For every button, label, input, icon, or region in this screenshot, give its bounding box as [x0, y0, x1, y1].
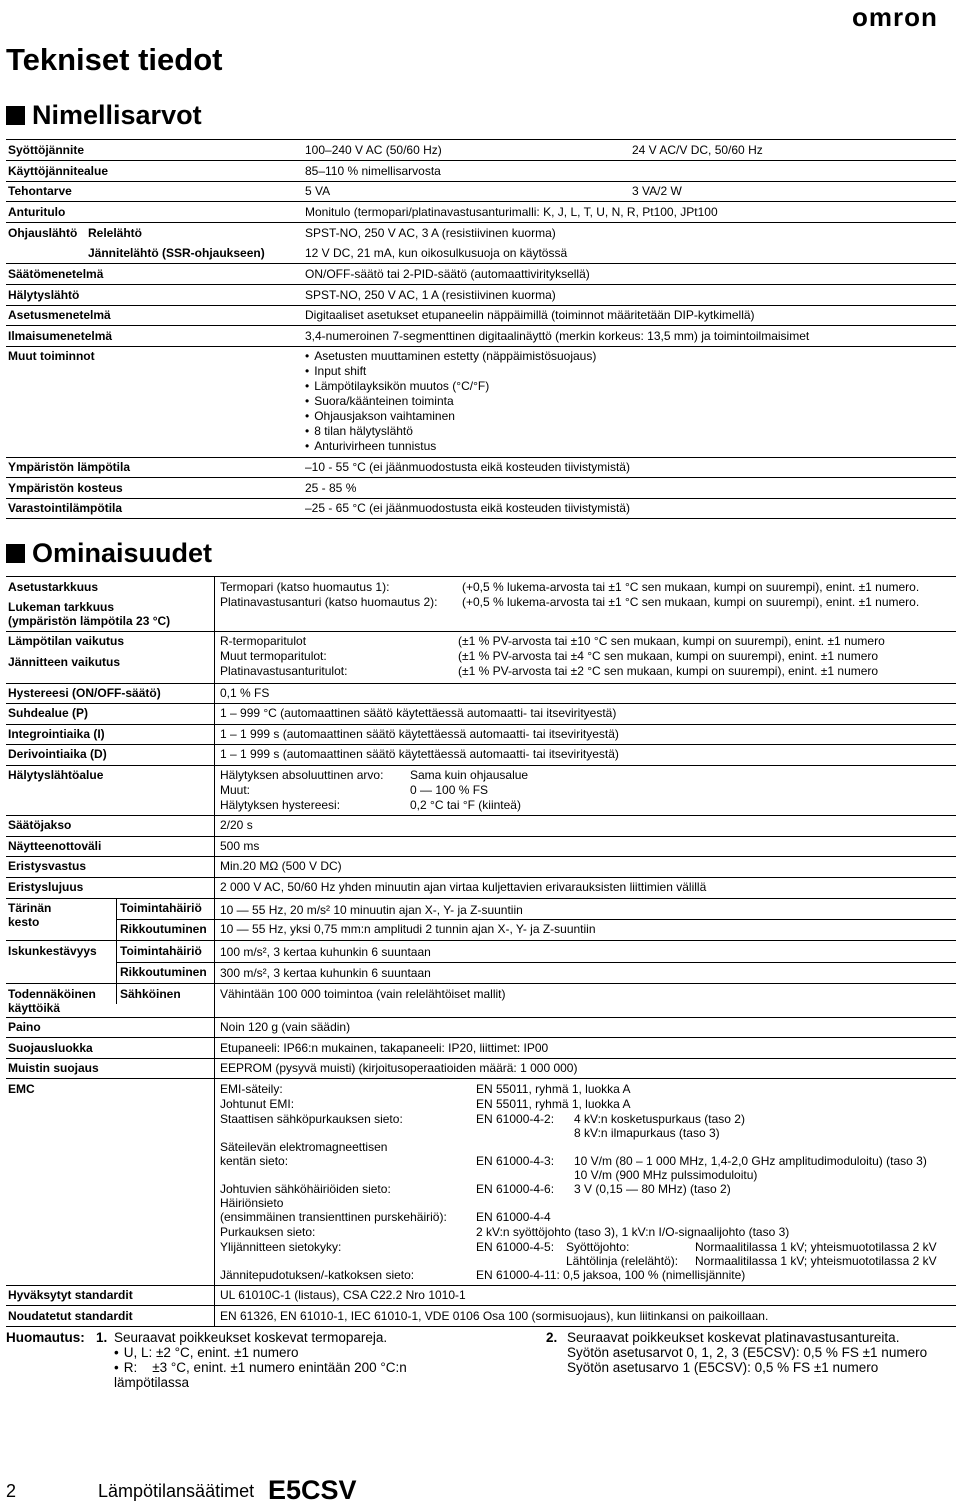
note-number: 1. [96, 1330, 108, 1345]
emc-item: Johtunut EMI: [220, 1097, 295, 1111]
spec-label: Ympäristön lämpötila [8, 460, 131, 474]
spec-value: (+0,5 % lukema-arvosta tai ±1 °C sen mukaan, kumpi on suurempi), enint. ±1 numero. [462, 595, 920, 609]
spec-label: Integrointiaika (I) [8, 727, 105, 741]
spec-value: Monitulo (termopari/platinavastusanturimalli: K, J, L, T, U, N, R, Pt100, JPt100 [305, 205, 718, 219]
emc-value: EN 61000-4-4 [476, 1210, 551, 1224]
note-bullet: • U, L: ±2 °C, enint. ±1 numero [114, 1345, 299, 1360]
spec-value: Termopari (katso huomautus 1): [220, 580, 390, 594]
spec-value: 500 ms [220, 839, 260, 853]
spec-label: Tärinän [8, 901, 52, 915]
emc-item: (ensimmäinen transienttinen purskehäiriö): [220, 1210, 447, 1224]
spec-sublabel: Toimintahäiriö [120, 944, 202, 958]
note-text: lämpötilassa [114, 1375, 190, 1390]
spec-value: EEPROM (pysyvä muisti) (kirjoitusoperaatioiden määrä: 1 000 000) [220, 1061, 578, 1075]
spec-label: Säätömenetelmä [8, 267, 104, 281]
spec-label: Suojausluokka [8, 1041, 93, 1055]
emc-value: Lähtölinja (relelähtö): [566, 1254, 679, 1268]
spec-label: Syöttöjännite [8, 143, 85, 157]
spec-value: UL 61010C-1 (listaus), CSA C22.2 Nro 1010-1 [220, 1288, 466, 1302]
spec-value: Platinavastusanturitulot: [220, 664, 348, 678]
emc-value: EN 61000-4-3: [476, 1154, 555, 1168]
spec-sublabel: Rikkoutuminen [120, 922, 207, 936]
spec-sublabel: Sähköinen [120, 987, 181, 1001]
spec-value: 85–110 % nimellisarvosta [305, 164, 441, 178]
spec-label: Hälytyslähtö [8, 288, 80, 302]
list-item: • Asetusten muuttaminen estetty (näppäimistösuojaus) [305, 349, 596, 364]
spec-value: 3,4-numeroinen 7-segmenttinen digitaalinäyttö (merkin korkeus: 13,5 mm) ja toimintoilmaisimet [305, 329, 810, 343]
spec-value: 1 – 1 999 s (automaattinen säätö käytettäessä automaatti- tai itsevirityestä) [220, 747, 619, 761]
footer-text: Lämpötilansäätimet [98, 1481, 255, 1501]
emc-value: Normaalitilassa 1 kV; yhteismuototilassa 2 kV [695, 1254, 937, 1268]
spec-value: Muut termoparitulot: [220, 649, 327, 663]
spec-value: 5 VA [305, 184, 331, 198]
section-heading-ominaisuudet [6, 538, 212, 569]
note-bullet: • R: ±3 °C, enint. ±1 numero enintään 200 °C:n [114, 1360, 407, 1375]
spec-sublabel: Toimintahäiriö [120, 901, 202, 915]
spec-value: –10 - 55 °C (ei jäänmuodostusta eikä kosteuden tiivistymistä) [305, 460, 630, 474]
spec-value: ON/OFF-säätö tai 2-PID-säätö (automaattivirityksellä) [305, 267, 590, 281]
spec-label: Hyväksytyt standardit [8, 1288, 133, 1302]
emc-item: Staattisen sähköpurkauksen sieto: [220, 1112, 403, 1126]
emc-item: Säteilevän elektromagneettisen [220, 1140, 388, 1154]
spec-label: Todennäköinen [8, 987, 96, 1001]
emc-value: EN 55011, ryhmä 1, luokka A [476, 1097, 631, 1111]
emc-item: Häiriönsieto [220, 1196, 284, 1210]
spec-label: Muut toiminnot [8, 349, 95, 363]
spec-value: EN 61326, EN 61010-1, IEC 61010-1, VDE 0106 Osa 100 (sormisuojaus), kun liitinkansi on paikoillaan. [220, 1309, 769, 1323]
spec-value: Min.20 MΩ (500 V DC) [220, 859, 342, 873]
spec-value: 10 — 55 Hz, yksi 0,75 mm:n amplitudi 2 tunnin ajan X-, Y- ja Z-suuntiin [220, 922, 596, 936]
spec-sublabel: Rikkoutuminen [120, 965, 207, 979]
spec-label: Säätöjakso [8, 818, 72, 832]
section-title: Ominaisuudet [32, 538, 213, 568]
note-number: 2. [546, 1330, 558, 1345]
spec-value: 0,2 °C tai °F (kiinteä) [410, 798, 521, 812]
list-item: • Input shift [305, 364, 366, 379]
spec-value: 0,1 % FS [220, 686, 270, 700]
spec-label: kesto [8, 915, 40, 929]
spec-value: (+0,5 % lukema-arvosta tai ±1 °C sen mukaan, kumpi on suurempi), enint. ±1 numero. [462, 580, 920, 594]
spec-label: EMC [8, 1082, 35, 1096]
spec-label: Derivointiaika (D) [8, 747, 107, 761]
spec-value: Noin 120 g (vain säädin) [220, 1020, 351, 1034]
spec-label: käyttöikä [8, 1001, 61, 1015]
page-number: 2 [6, 1481, 17, 1501]
emc-value: 10 V/m (900 MHz pulssimoduloitu) [574, 1168, 758, 1182]
emc-item: Ylijännitteen sietokyky: [220, 1240, 342, 1254]
spec-value: 2 000 V AC, 50/60 Hz yhden minuutin ajan virtaa kuljettavien erivarauksisten liittimien välillä [220, 880, 707, 894]
spec-value: SPST-NO, 250 V AC, 3 A (resistiivinen kuorma) [305, 226, 556, 240]
spec-value: 100 m/s², 3 kertaa kuhunkin 6 suuntaan [220, 945, 431, 959]
spec-value: Sama kuin ohjausalue [410, 768, 529, 782]
spec-value: 0 — 100 % FS [410, 783, 489, 797]
spec-value: 1 – 1 999 s (automaattinen säätö käytettäessä automaatti- tai itsevirityestä) [220, 727, 619, 741]
spec-label: Muistin suojaus [8, 1061, 99, 1075]
emc-item: Jännitepudotuksen/-katkoksen sieto: [220, 1268, 415, 1282]
spec-label: Jännitteen vaikutus [8, 655, 121, 669]
spec-label: Noudatetut standardit [8, 1309, 133, 1323]
spec-label: Paino [8, 1020, 41, 1034]
spec-value: –25 - 65 °C (ei jäänmuodostusta eikä kosteuden tiivistymistä) [305, 501, 630, 515]
spec-value: 25 - 85 % [305, 481, 357, 495]
emc-item: Purkauksen sieto: [220, 1225, 316, 1239]
spec-label: Ympäristön kosteus [8, 481, 123, 495]
emc-value: 10 V/m (80 – 1 000 MHz, 1,4-2,0 GHz amplitudimoduloitu) (taso 3) [574, 1154, 927, 1168]
omron-logo: omron [852, 2, 938, 32]
note-text: Syötön asetusarvo 1 (E5CSV): 0,5 % FS ±1 numero [567, 1360, 879, 1375]
spec-label: Ohjauslähtö [8, 226, 78, 240]
section-heading-nimellisarvot [6, 100, 202, 131]
spec-label: Varastointilämpötila [8, 501, 123, 515]
spec-value: Muut: [220, 783, 251, 797]
spec-value: 2/20 s [220, 818, 253, 832]
spec-label: Näytteenottoväli [8, 839, 102, 853]
note-title: Seuraavat poikkeukset koskevat platinavastusantureita. [567, 1330, 900, 1345]
emc-value: 2 kV:n syöttöjohto (taso 3), 1 kV:n I/O-signaalijohto (taso 3) [476, 1225, 790, 1239]
spec-value: Etupaneeli: IP66:n mukainen, takapaneeli: IP20, liittimet: IP00 [220, 1041, 549, 1055]
spec-value: 24 V AC/V DC, 50/60 Hz [632, 143, 763, 157]
spec-label: (ympäristön lämpötila 23 °C) [8, 614, 171, 628]
square-bullet-icon [6, 544, 25, 563]
square-bullet-icon [6, 106, 25, 125]
note-title: Seuraavat poikkeukset koskevat termopareja. [114, 1330, 388, 1345]
emc-value: EN 61000-4-5: [476, 1240, 555, 1254]
emc-value: Syöttöjohto: [566, 1240, 630, 1254]
spec-value: 10 — 55 Hz, 20 m/s² 10 minuutin ajan X-, Y- ja Z-suuntiin [220, 903, 523, 917]
spec-label: Ilmaisumenetelmä [8, 329, 113, 343]
page-title: Tekniset tiedot [6, 42, 223, 77]
emc-value: 3 V (0,15 — 80 MHz) (taso 2) [574, 1182, 731, 1196]
spec-label: Suhdealue (P) [8, 706, 89, 720]
spec-label: Iskunkestävyys [8, 944, 97, 958]
spec-label: Eristysvastus [8, 859, 87, 873]
emc-value: 4 kV:n kosketuspurkaus (taso 2) [574, 1112, 745, 1126]
note-text: Syötön asetusarvot 0, 1, 2, 3 (E5CSV): 0,5 % FS ±1 numero [567, 1345, 928, 1360]
spec-value: (±1 % PV-arvosta tai ±4 °C sen mukaan, kumpi on suurempi), enint. ±1 numero [458, 649, 879, 663]
spec-value: Hälytyksen absoluuttinen arvo: [220, 768, 384, 782]
spec-value: (±1 % PV-arvosta tai ±10 °C sen mukaan, kumpi on suurempi), enint. ±1 numero [458, 634, 885, 648]
spec-label: Eristyslujuus [8, 880, 84, 894]
spec-label: Lukeman tarkkuus [8, 600, 115, 614]
section-title: Nimellisarvot [32, 100, 202, 130]
list-item: • Anturivirheen tunnistus [305, 439, 436, 454]
spec-label: Käyttöjännitealue [8, 164, 109, 178]
emc-value: EN 55011, ryhmä 1, luokka A [476, 1082, 631, 1096]
emc-value: Normaalitilassa 1 kV; yhteismuototilassa 2 kV [695, 1240, 937, 1254]
spec-value: 1 – 999 °C (automaattinen säätö käytettäessä automaatti- tai itsevirityestä) [220, 706, 617, 720]
list-item: • Lämpötilayksikön muutos (°C/°F) [305, 379, 489, 394]
spec-label: Asetustarkkuus [8, 580, 99, 594]
emc-value: 8 kV:n ilmapurkaus (taso 3) [574, 1126, 720, 1140]
spec-value: 3 VA/2 W [632, 184, 682, 198]
spec-value: Digitaaliset asetukset etupaneelin näppäimillä (toiminnot määritetään DIP-kytkimellä) [305, 308, 755, 322]
spec-label: Anturitulo [8, 205, 66, 219]
spec-value: 12 V DC, 21 mA, kun oikosulkusuoja on käytössä [305, 246, 568, 260]
emc-value: EN 61000-4-6: [476, 1182, 555, 1196]
list-item: • Suora/käänteinen toiminta [305, 394, 454, 409]
spec-label: Lämpötilan vaikutus [8, 634, 125, 648]
emc-value: EN 61000-4-2: [476, 1112, 555, 1126]
footer-model: E5CSV [268, 1475, 357, 1505]
emc-item: Johtuvien sähköhäiriöiden sieto: [220, 1182, 391, 1196]
spec-value: 100–240 V AC (50/60 Hz) [305, 143, 442, 157]
spec-label: Hystereesi (ON/OFF-säätö) [8, 686, 161, 700]
spec-value: SPST-NO, 250 V AC, 1 A (resistiivinen kuorma) [305, 288, 556, 302]
emc-value: EN 61000-4-11: 0,5 jaksoa, 100 % (nimellisjännite) [476, 1268, 746, 1282]
spec-label: Hälytyslähtöalue [8, 768, 104, 782]
spec-value: Vähintään 100 000 toimintoa (vain relelähtöiset mallit) [220, 987, 506, 1001]
spec-value: 300 m/s², 3 kertaa kuhunkin 6 suuntaan [220, 966, 431, 980]
list-item: • 8 tilan hälytyslähtö [305, 424, 413, 439]
spec-value: Hälytyksen hystereesi: [220, 798, 341, 812]
spec-value: R-termoparitulot [220, 634, 307, 648]
emc-item: kentän sieto: [220, 1154, 289, 1168]
spec-value: (±1 % PV-arvosta tai ±2 °C sen mukaan, kumpi on suurempi), enint. ±1 numero [458, 664, 879, 678]
spec-label: Tehontarve [8, 184, 72, 198]
notes-label: Huomautus: [6, 1330, 85, 1345]
spec-sublabel: Relelähtö [88, 226, 143, 240]
spec-sublabel: Jännitelähtö (SSR-ohjaukseen) [88, 246, 265, 260]
spec-label: Asetusmenetelmä [8, 308, 111, 322]
spec-value: Platinavastusanturi (katso huomautus 2): [220, 595, 438, 609]
list-item: • Ohjausjakson vaihtaminen [305, 409, 455, 424]
emc-item: EMI-säteily: [220, 1082, 283, 1096]
